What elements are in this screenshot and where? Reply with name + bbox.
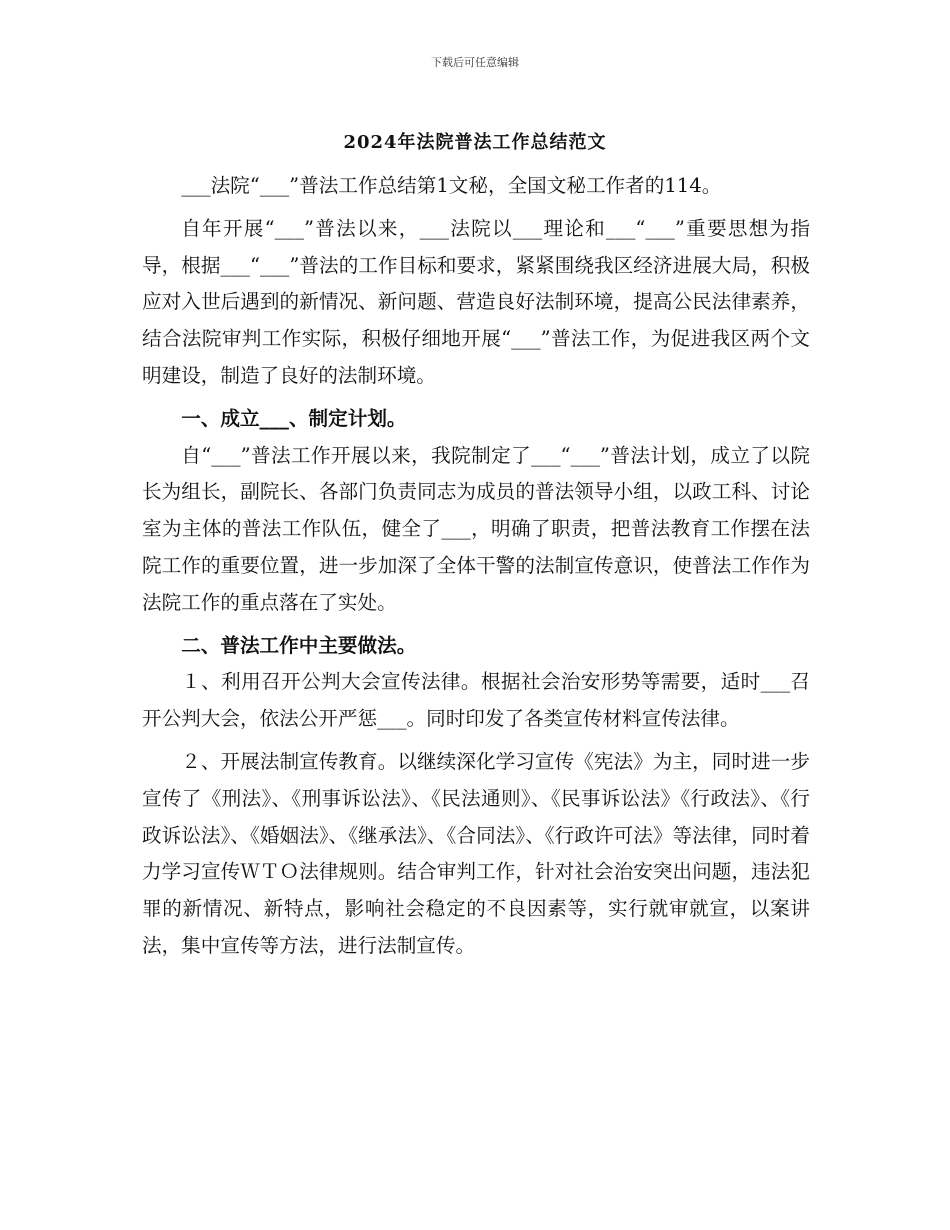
paragraph-section-1: 自“___”普法工作开展以来，我院制定了___“___”普法计划，成立了以院长为组长，副院长、各部门负责同志为成员的普法领导小组，以政工科、讨论室为主体的普法工作队伍，健全了___，明确了职责，把普法教育工作摆在法院工作的重要位置，进一步加深了全体干警的法制宣传意识，使普法工作作为法院工作的重点落在了实处。 [142,443,810,614]
paragraph-item-2: ２、开展法制宣传教育。以继续深化学习宣传《宪法》为主，同时进一步宣传了《刑法》、《刑事诉讼法》、《民法通则》、《民事诉讼法》《行政法》、《行政诉讼法》、《婚姻法》、《继承法》、《合同法》、《行政许可法》等法律，同时着力学习宣传ＷＴＯ法律规则。结合审判工作，针对社会治安突出问题，违法犯罪的新情况、新特点，影响社会稳定的不良因素等，实行就审就宣，以案讲法，集中宣传等方法，进行法制宣传。 [142,749,810,957]
document-body [142,168,810,965]
section-heading-2: 二、普法工作中主要做法。 [181,633,417,657]
paragraph-overview: 自年开展“___”普法以来，___法院以___理论和___“___”重要思想为指导，根据___“___”普法的工作目标和要求，紧紧围绕我区经济进展大局，积极应对入世后遇到的新情况、新问题、营造良好法制环境，提高公民法律素养，结合法院审判工作实际，积极仔细地开展“___”普法工作，为促进我区两个文明建设，制造了良好的法制环境。 [142,216,810,387]
paragraph-intro: ___法院“___”普法工作总结第1文秘，全国文秘工作者的114。 [181,174,722,197]
section-heading-1: 一、成立___、制定计划。 [181,406,407,430]
header-note: 下载后可任意编辑 [431,56,519,69]
paragraph-item-1: １、利用召开公判大会宣传法律。根据社会治安形势等需要，适时___召开公判大会，依法公开严惩___。同时印发了各类宣传材料宣传法律。 [142,670,810,731]
document-title: 2024年法院普法工作总结范文 [343,132,607,153]
